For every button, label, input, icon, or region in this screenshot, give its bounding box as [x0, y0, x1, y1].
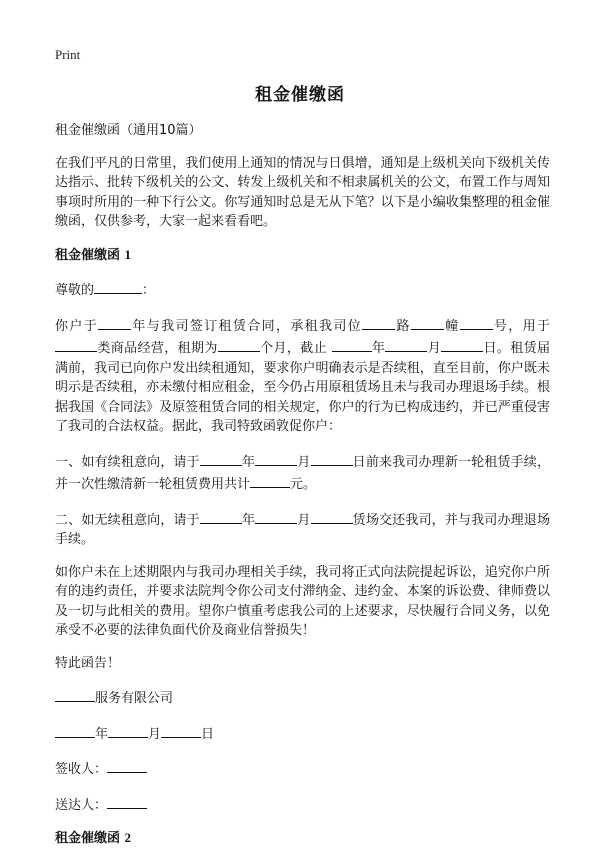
sender-blank	[107, 793, 147, 809]
signature-date	[55, 722, 550, 745]
intro-paragraph: 在我们平凡的日常里，我们使用上通知的情况与日俱增，通知是上级机关向下级机关传达指示、批转下级机关的公文、转发上级机关和不相隶属机关的公文，布置工作与周知事项时所用的一种下行公文。你写通知时总是无从下笔？以下是小编收集整理的租金催缴函，仅供参考，大家一起来看看吧。	[55, 155, 550, 229]
receiver-label: 签收人：	[55, 762, 108, 777]
contract-text-9: 月	[427, 341, 442, 356]
company-suffix: 服务有限公司	[95, 691, 174, 706]
renew-year-blank	[200, 450, 242, 466]
unit-number-blank	[460, 314, 493, 330]
sign-year-blank	[55, 722, 95, 738]
document-subtitle: 租金催缴函（通用10篇）	[55, 123, 202, 138]
letter-2-heading-text: 租金催缴函	[55, 831, 121, 846]
closing-line: 特此函告！	[55, 655, 121, 671]
contract-text-5: 号，用于	[492, 318, 550, 334]
letter-1-heading-text: 租金催缴函	[55, 247, 121, 263]
option-renew-text-3: 月	[297, 454, 311, 470]
option-terminate	[55, 508, 550, 550]
end-month-blank	[385, 336, 427, 352]
receiver-line	[55, 757, 550, 780]
option-renew-text-1: 一、如有续租意向，请于	[55, 454, 200, 470]
page-title: 租金催缴函	[255, 85, 345, 105]
letter-2-number: 2	[124, 830, 132, 845]
contract-text-6: 类商品经营，租期为	[97, 341, 218, 356]
recipient-blank	[94, 278, 142, 294]
sender-label: 送达人：	[55, 797, 108, 813]
option-terminate-text-2: 年	[241, 512, 256, 528]
option-renew-text-4: 日前来我司办理新一轮租赁手续，并一次性缴清新一轮租赁费用共计	[55, 454, 550, 492]
company-signature	[55, 686, 550, 709]
letter-1-number: 1	[124, 246, 132, 262]
salutation-prefix: 尊敬的	[55, 283, 95, 298]
letter-2-heading	[55, 828, 550, 849]
contract-year-blank	[98, 314, 131, 330]
contract-text-10: 日。租赁届满前，我司已向你户发出续租通知，要求你户明确表示是否续租，直至目前，你户既未明示是否续租，亦未缴付相应租金，至今仍占用原租赁场且未与我司办理退场手续。根据我国《合同法》及原签租赁合同的相关规定，你户的行为已构成违约，并已严重侵害了我司的合法权益。据此，我司特致函敦促你户：	[55, 341, 550, 434]
contract-paragraph	[55, 314, 550, 437]
lease-months-blank	[218, 336, 260, 352]
sign-month-blank	[108, 722, 148, 738]
sign-day-label: 日	[201, 726, 215, 742]
contract-text-7: 个月，截止	[259, 341, 328, 356]
terminate-day-blank	[311, 508, 353, 524]
renew-day-blank	[311, 450, 353, 466]
contract-text-2: 年与我司签订租赁合同，承租我司位	[131, 318, 363, 334]
warning-paragraph: 如你户未在上述期限内与我司办理相关手续，我司将正式向法院提起诉讼，追究你户所有的违约责任，并要求法院判令你公司支付滞纳金、违约金、本案的诉讼费、律师费以及一切与此相关的费用。望你户慎重考虑我公司的上述要求，尽快履行合同义务，以免承受不必要的法律负面代价及商业信誉损失！	[55, 564, 550, 638]
terminate-month-blank	[255, 508, 297, 524]
receiver-blank	[107, 757, 147, 773]
renew-amount-blank	[250, 472, 290, 488]
road-blank	[362, 314, 395, 330]
document-body	[55, 121, 550, 862]
company-name-blank	[55, 686, 95, 702]
building-blank	[411, 314, 444, 330]
salutation-suffix: ：	[142, 283, 156, 298]
contract-text-1: 你户于	[55, 318, 99, 334]
end-year-blank	[332, 336, 372, 352]
letter-1-heading	[55, 245, 550, 266]
sender-line	[55, 793, 550, 816]
sign-day-blank	[161, 722, 201, 738]
sign-year-label: 年	[95, 726, 109, 742]
option-renew-text-5: 元。	[290, 477, 317, 492]
goods-type-blank	[55, 336, 97, 352]
sign-month-label: 月	[148, 726, 162, 742]
option-terminate-text-4: 赁场交还我司，并与我司办理退场手续。	[55, 512, 550, 547]
end-day-blank	[441, 336, 483, 352]
option-terminate-text-3: 月	[297, 512, 311, 528]
renew-month-blank	[255, 450, 297, 466]
contract-text-3: 路	[395, 318, 411, 334]
contract-text-4: 幢	[443, 318, 460, 334]
option-renew-text-2: 年	[241, 454, 256, 470]
print-label: Print	[55, 47, 81, 62]
option-terminate-text-1: 二、如无续租意向，请于	[55, 512, 200, 528]
salutation	[55, 278, 550, 301]
contract-text-8: 年	[371, 341, 386, 356]
option-renew	[55, 450, 550, 495]
terminate-year-blank	[200, 508, 242, 524]
